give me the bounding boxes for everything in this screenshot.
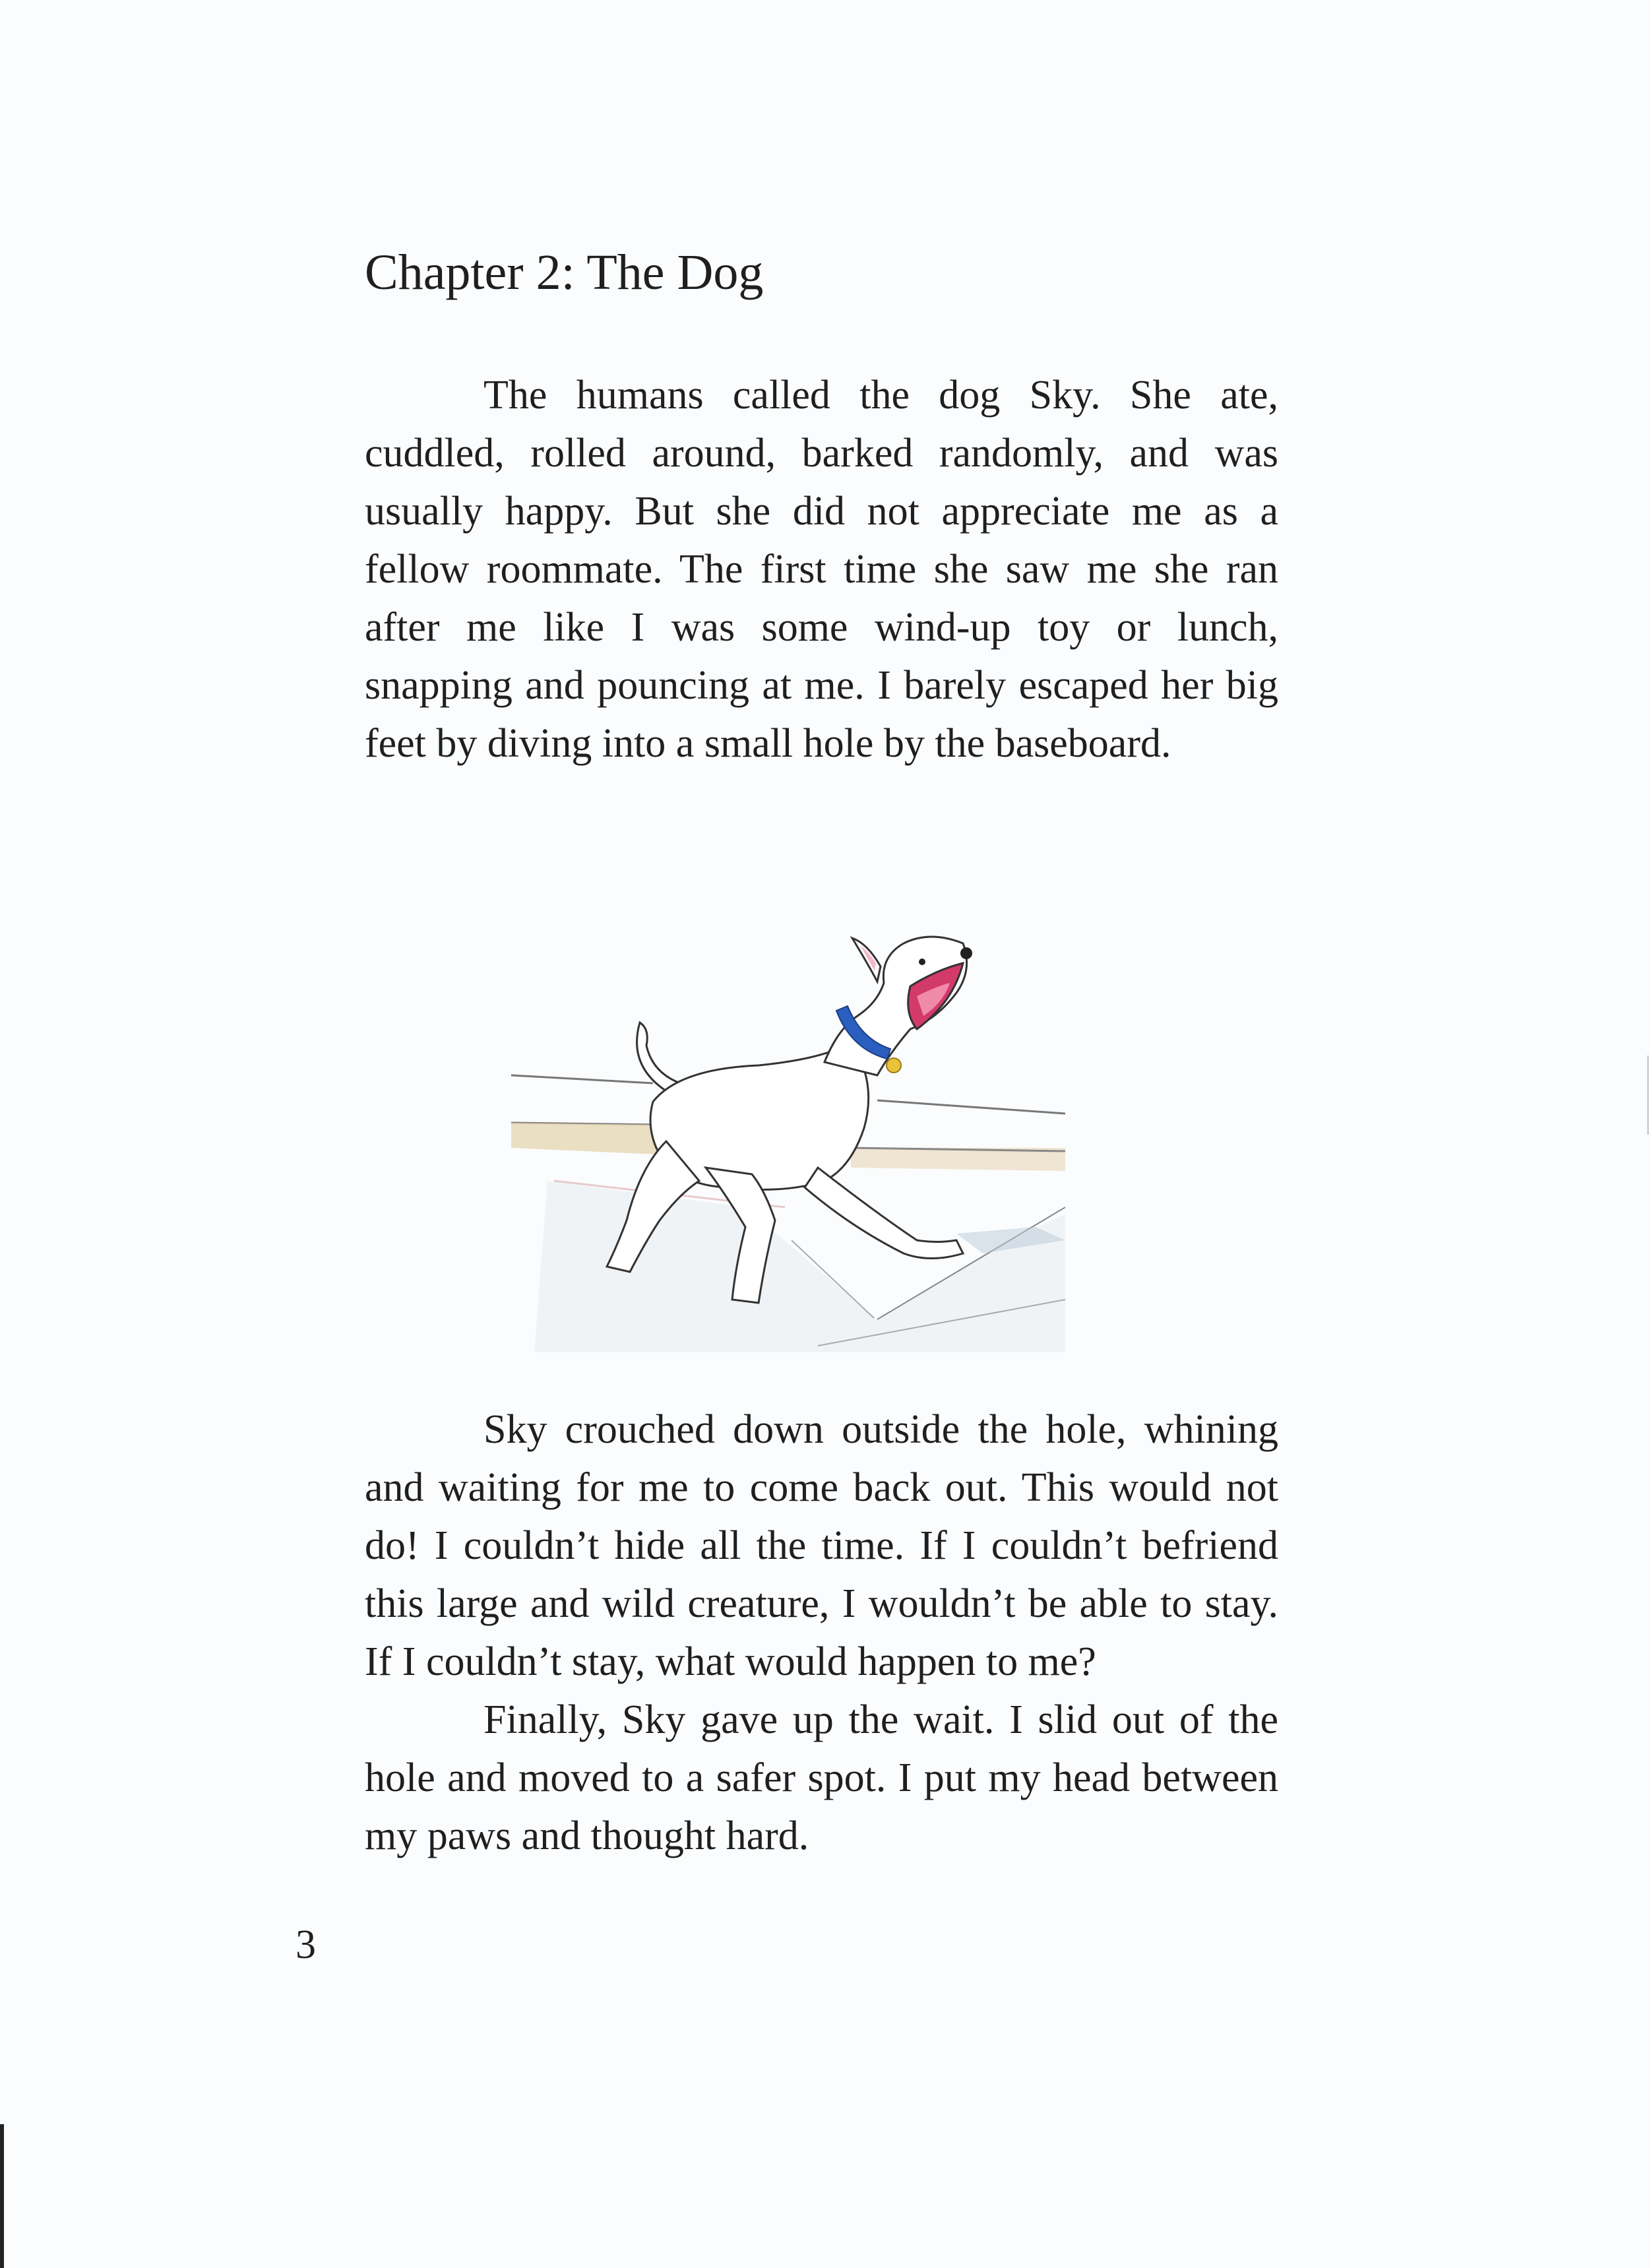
collar-tag (887, 1058, 901, 1073)
paragraph-1: The humans called the dog Sky. She ate, cuddled, rolled around, barked randomly, and was usually happy. But she did not appreciate me as a fellow roommate. The first time she saw me she ran after me like I was some wind-up toy or lunch, snapping and pouncing at me. I barely escaped her big feet by diving into a small hole by the baseboard. (365, 373, 1278, 766)
paragraph-3: Finally, Sky gave up the wait. I slid out of the hole and moved to a safer spot. I put my head between my paws and thought hard. (365, 1697, 1278, 1858)
paragraph-2: Sky crouched down outside the hole, whining and waiting for me to come back out. This would not do! I couldn’t hide all the time. If I couldn’t befriend this large and wild creature, I wouldn’t be able to stay. If I couldn’t stay, what would happen to me? (365, 1407, 1278, 1684)
barking-dog-illustration (508, 930, 1075, 1352)
dog-head (824, 937, 967, 1075)
dog-eye (919, 959, 925, 965)
dog-ear (852, 938, 881, 982)
page-number: 3 (296, 1922, 316, 1967)
dog-illustration (508, 930, 1075, 1352)
baseboard (511, 1123, 660, 1154)
dog-front-leg (805, 1168, 963, 1259)
wall-line (511, 1075, 653, 1083)
scan-edge (0, 2124, 4, 2268)
chapter-title: Chapter 2: The Dog (365, 245, 764, 300)
dog-nose (960, 947, 972, 959)
wall-line (877, 1100, 1065, 1114)
